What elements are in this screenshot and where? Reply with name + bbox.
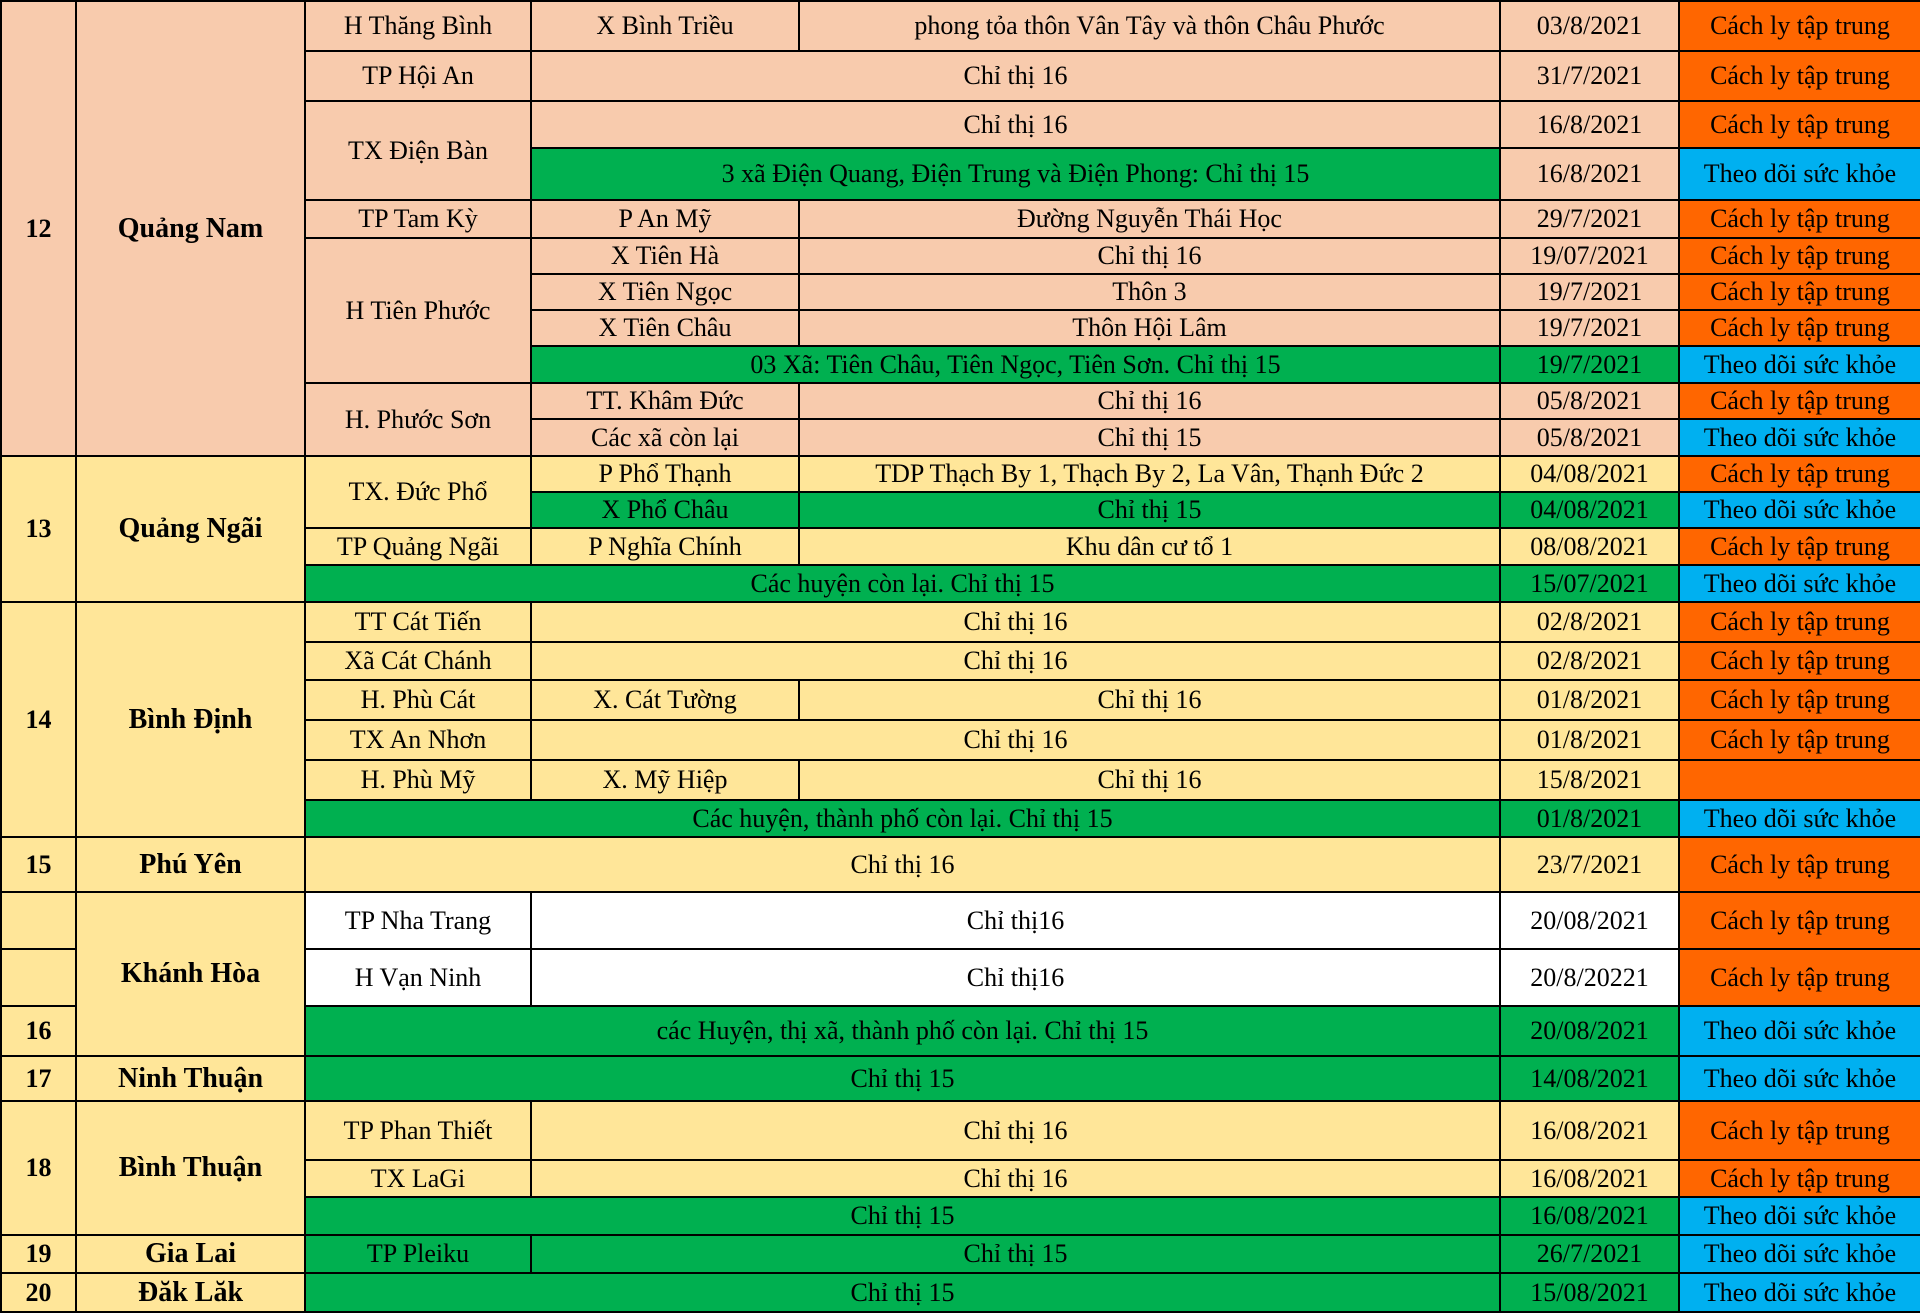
- date-cell: 16/8/2021: [1500, 148, 1679, 200]
- status-cell: Cách ly tập trung: [1679, 1160, 1920, 1197]
- area-cell: Chỉ thị 16: [799, 383, 1500, 419]
- district-cell: Xã Cát Chánh: [305, 642, 531, 680]
- status-cell: Cách ly tập trung: [1679, 949, 1920, 1006]
- date-cell: 03/8/2021: [1500, 1, 1679, 51]
- commune-cell: X Tiên Châu: [531, 310, 799, 346]
- row-number: 12: [1, 1, 76, 456]
- province-name: Khánh Hòa: [76, 892, 305, 1056]
- status-cell: Theo dõi sức khỏe: [1679, 1056, 1920, 1101]
- date-cell: 05/8/2021: [1500, 419, 1679, 456]
- area-cell: Chỉ thị16: [531, 949, 1500, 1006]
- area-cell: 3 xã Điện Quang, Điện Trung và Điện Phong: Chỉ thị 15: [531, 148, 1500, 200]
- status-cell: Cách ly tập trung: [1679, 642, 1920, 680]
- commune-cell: X. Mỹ Hiệp: [531, 760, 799, 800]
- area-cell: Chỉ thị 15: [305, 1056, 1500, 1101]
- row-number-blank: [1, 949, 76, 1006]
- district-cell: H. Phù Mỹ: [305, 760, 531, 800]
- district-cell: TX LaGi: [305, 1160, 531, 1197]
- area-cell: Chỉ thị 16: [799, 680, 1500, 720]
- province-name: Bình Thuận: [76, 1101, 305, 1235]
- table-row: [1, 1056, 1920, 1101]
- district-cell: TP Pleiku: [305, 1235, 531, 1273]
- province-name: Quảng Nam: [76, 1, 305, 456]
- commune-cell: TT. Khâm Đức: [531, 383, 799, 419]
- district-cell: H. Phước Sơn: [305, 383, 531, 456]
- date-cell: 16/08/2021: [1500, 1160, 1679, 1197]
- date-cell: 15/08/2021: [1500, 1273, 1679, 1312]
- district-cell: TP Tam Kỳ: [305, 200, 531, 238]
- status-cell: [1679, 760, 1920, 800]
- province-name: Quảng Ngãi: [76, 456, 305, 602]
- area-cell: Chỉ thị 15: [305, 1273, 1500, 1312]
- commune-cell: X Bình Triều: [531, 1, 799, 51]
- area-cell: Chỉ thị 16: [531, 602, 1500, 642]
- status-cell: Cách ly tập trung: [1679, 837, 1920, 892]
- area-cell: Khu dân cư tổ 1: [799, 528, 1500, 565]
- date-cell: 05/8/2021: [1500, 383, 1679, 419]
- area-cell: Thôn Hội Lâm: [799, 310, 1500, 346]
- status-cell: Theo dõi sức khỏe: [1679, 800, 1920, 837]
- commune-cell: X Tiên Hà: [531, 238, 799, 274]
- date-cell: 15/07/2021: [1500, 565, 1679, 602]
- district-cell: TP Quảng Ngãi: [305, 528, 531, 565]
- status-cell: Cách ly tập trung: [1679, 528, 1920, 565]
- table-row: [1, 837, 1920, 892]
- district-cell: TT Cát Tiến: [305, 602, 531, 642]
- area-cell: Chỉ thị 16: [799, 238, 1500, 274]
- row-number: 18: [1, 1101, 76, 1235]
- area-cell: Chỉ thị 16: [531, 1101, 1500, 1160]
- area-cell: Chỉ thị 15: [305, 1197, 1500, 1235]
- area-cell: các Huyện, thị xã, thành phố còn lại. Chỉ thị 15: [305, 1006, 1500, 1056]
- table-row: [1, 456, 1920, 492]
- area-cell: Chỉ thị 16: [531, 720, 1500, 760]
- province-name: Phú Yên: [76, 837, 305, 892]
- area-cell: Chỉ thị16: [531, 892, 1500, 949]
- status-cell: Cách ly tập trung: [1679, 51, 1920, 101]
- status-cell: Cách ly tập trung: [1679, 310, 1920, 346]
- commune-cell: Các xã còn lại: [531, 419, 799, 456]
- date-cell: 16/8/2021: [1500, 101, 1679, 148]
- date-cell: 02/8/2021: [1500, 642, 1679, 680]
- date-cell: 20/08/2021: [1500, 1006, 1679, 1056]
- date-cell: 15/8/2021: [1500, 760, 1679, 800]
- area-cell: Chỉ thị 16: [799, 760, 1500, 800]
- area-cell: Các huyện còn lại. Chỉ thị 15: [305, 565, 1500, 602]
- status-cell: Cách ly tập trung: [1679, 200, 1920, 238]
- date-cell: 19/07/2021: [1500, 238, 1679, 274]
- row-number: 14: [1, 602, 76, 837]
- district-cell: H Vạn Ninh: [305, 949, 531, 1006]
- area-cell: Đường Nguyễn Thái Học: [799, 200, 1500, 238]
- status-cell: Theo dõi sức khỏe: [1679, 492, 1920, 528]
- date-cell: 26/7/2021: [1500, 1235, 1679, 1273]
- row-number: 20: [1, 1273, 76, 1312]
- row-number-blank: [1, 892, 76, 949]
- row-number: 17: [1, 1056, 76, 1101]
- table-row: [1, 1, 1920, 51]
- status-cell: Cách ly tập trung: [1679, 274, 1920, 310]
- commune-cell: P Phổ Thạnh: [531, 456, 799, 492]
- area-cell: TDP Thạch By 1, Thạch By 2, La Vân, Thạnh Đức 2: [799, 456, 1500, 492]
- date-cell: 23/7/2021: [1500, 837, 1679, 892]
- province-name: Gia Lai: [76, 1235, 305, 1273]
- status-cell: Cách ly tập trung: [1679, 1, 1920, 51]
- date-cell: 19/7/2021: [1500, 310, 1679, 346]
- area-cell: phong tỏa thôn Vân Tây và thôn Châu Phước: [799, 1, 1500, 51]
- area-cell: Các huyện, thành phố còn lại. Chỉ thị 15: [305, 800, 1500, 837]
- date-cell: 19/7/2021: [1500, 346, 1679, 383]
- row-number: 19: [1, 1235, 76, 1273]
- district-cell: TP Phan Thiết: [305, 1101, 531, 1160]
- area-cell: Thôn 3: [799, 274, 1500, 310]
- area-cell: Chỉ thị 15: [531, 1235, 1500, 1273]
- status-cell: Theo dõi sức khỏe: [1679, 148, 1920, 200]
- district-cell: H. Phù Cát: [305, 680, 531, 720]
- district-cell: TP Hội An: [305, 51, 531, 101]
- commune-cell: X Tiên Ngọc: [531, 274, 799, 310]
- status-cell: Cách ly tập trung: [1679, 456, 1920, 492]
- area-cell: Chỉ thị 15: [799, 492, 1500, 528]
- district-cell: TX An Nhơn: [305, 720, 531, 760]
- commune-cell: X. Cát Tường: [531, 680, 799, 720]
- area-cell: Chỉ thị 16: [531, 1160, 1500, 1197]
- province-name: Ninh Thuận: [76, 1056, 305, 1101]
- date-cell: 31/7/2021: [1500, 51, 1679, 101]
- status-cell: Theo dõi sức khỏe: [1679, 1235, 1920, 1273]
- status-cell: Cách ly tập trung: [1679, 1101, 1920, 1160]
- date-cell: 16/08/2021: [1500, 1101, 1679, 1160]
- date-cell: 01/8/2021: [1500, 720, 1679, 760]
- status-cell: Cách ly tập trung: [1679, 892, 1920, 949]
- commune-cell: X Phổ Châu: [531, 492, 799, 528]
- date-cell: 29/7/2021: [1500, 200, 1679, 238]
- district-cell: TP Nha Trang: [305, 892, 531, 949]
- status-cell: Theo dõi sức khỏe: [1679, 1273, 1920, 1312]
- status-cell: Cách ly tập trung: [1679, 602, 1920, 642]
- status-cell: Cách ly tập trung: [1679, 101, 1920, 148]
- commune-cell: P Nghĩa Chính: [531, 528, 799, 565]
- date-cell: 16/08/2021: [1500, 1197, 1679, 1235]
- district-cell: H Tiên Phước: [305, 238, 531, 383]
- date-cell: 08/08/2021: [1500, 528, 1679, 565]
- date-cell: 04/08/2021: [1500, 456, 1679, 492]
- date-cell: 19/7/2021: [1500, 274, 1679, 310]
- commune-cell: P An Mỹ: [531, 200, 799, 238]
- table-row: [1, 1235, 1920, 1273]
- province-name: Bình Định: [76, 602, 305, 837]
- row-number: 13: [1, 456, 76, 602]
- date-cell: 01/8/2021: [1500, 800, 1679, 837]
- area-cell: Chỉ thị 16: [531, 51, 1500, 101]
- date-cell: 02/8/2021: [1500, 602, 1679, 642]
- district-cell: TX Điện Bàn: [305, 101, 531, 200]
- status-cell: Theo dõi sức khỏe: [1679, 346, 1920, 383]
- row-number: 16: [1, 1006, 76, 1056]
- district-cell: TX. Đức Phổ: [305, 456, 531, 528]
- area-cell: Chỉ thị 15: [799, 419, 1500, 456]
- status-cell: Cách ly tập trung: [1679, 680, 1920, 720]
- table-row: [1, 1101, 1920, 1160]
- table-row: [1, 892, 1920, 949]
- date-cell: 14/08/2021: [1500, 1056, 1679, 1101]
- area-cell: Chỉ thị 16: [305, 837, 1500, 892]
- area-cell: Chỉ thị 16: [531, 101, 1500, 148]
- area-cell: 03 Xã: Tiên Châu, Tiên Ngọc, Tiên Sơn. Chỉ thị 15: [531, 346, 1500, 383]
- status-cell: Theo dõi sức khỏe: [1679, 565, 1920, 602]
- table-row: [1, 602, 1920, 642]
- status-cell: Cách ly tập trung: [1679, 238, 1920, 274]
- status-cell: Cách ly tập trung: [1679, 383, 1920, 419]
- row-number: 15: [1, 837, 76, 892]
- date-cell: 04/08/2021: [1500, 492, 1679, 528]
- date-cell: 20/08/2021: [1500, 892, 1679, 949]
- date-cell: 20/8/20221: [1500, 949, 1679, 1006]
- status-cell: Theo dõi sức khỏe: [1679, 1197, 1920, 1235]
- status-cell: Theo dõi sức khỏe: [1679, 419, 1920, 456]
- province-name: Đăk Lăk: [76, 1273, 305, 1312]
- area-cell: Chỉ thị 16: [531, 642, 1500, 680]
- status-cell: Theo dõi sức khỏe: [1679, 1006, 1920, 1056]
- date-cell: 01/8/2021: [1500, 680, 1679, 720]
- table-row: [1, 1273, 1920, 1312]
- district-cell: H Thăng Bình: [305, 1, 531, 51]
- status-cell: Cách ly tập trung: [1679, 720, 1920, 760]
